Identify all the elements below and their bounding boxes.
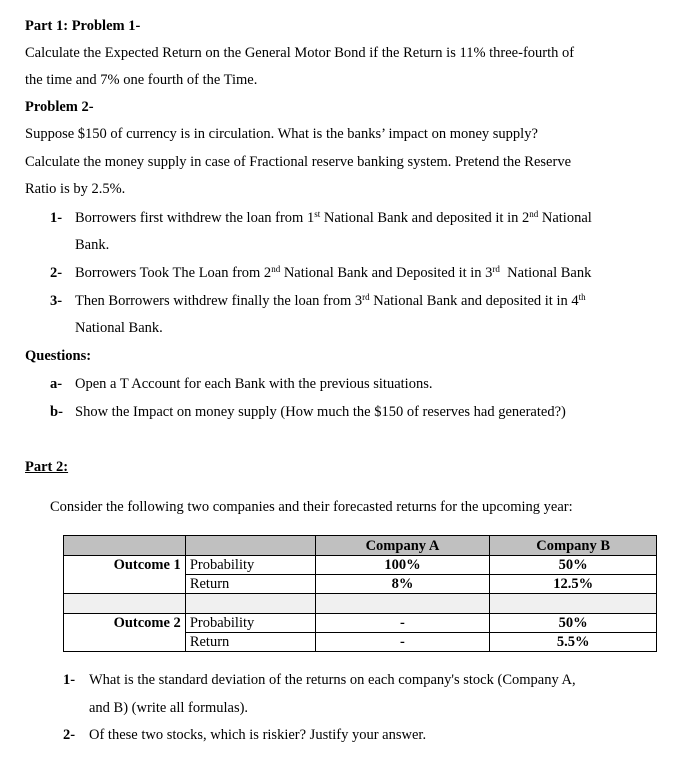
table-row <box>64 594 657 614</box>
question-text: Open a T Account for each Bank with the previous situations. <box>75 376 433 392</box>
list-item: 3- <box>50 293 63 309</box>
questions-heading: Questions: <box>25 348 92 364</box>
part2-intro: Consider the following two companies and their forecasted returns for the upcoming year: <box>50 499 573 515</box>
returns-table <box>63 535 657 652</box>
question-text: What is the standard deviation of the returns on each company's stock (Company A, <box>89 672 576 688</box>
problem2-text: Ratio is by 2.5%. <box>25 181 126 197</box>
problem2-text: Calculate the money supply in case of Fractional reserve banking system. Pretend the Reserve <box>25 154 572 170</box>
question-text: Of these two stocks, which is riskier? Justify your answer. <box>89 727 427 743</box>
problem2-text: Suppose $150 of currency is in circulation. What is the banks’ impact on money supply? <box>25 126 538 142</box>
part1-heading: Part 1: Problem 1- <box>25 18 141 34</box>
company-b-header: Company B <box>490 536 657 556</box>
company-a-header: Company A <box>315 536 490 556</box>
table-row: Return - 5.5% <box>64 633 657 652</box>
question-item: b- <box>50 404 63 420</box>
list-item-text: Bank. <box>75 237 110 253</box>
problem2-heading: Problem 2- <box>25 99 94 115</box>
list-item-text: Then Borrowers withdrew finally the loan from 3rd National Bank and deposited it in 4th <box>75 292 586 309</box>
question-text: Show the Impact on money supply (How much the $150 of reserves had generated?) <box>75 404 566 420</box>
table-row: Outcome 2 Probability - 50% <box>64 614 657 633</box>
list-item-text: Borrowers Took The Loan from 2nd National Bank and Deposited it in 3rd National Bank <box>75 264 592 281</box>
question-item: 1- <box>63 672 76 688</box>
list-item-text: Borrowers first withdrew the loan from 1st National Bank and deposited it in 2nd National <box>75 209 592 226</box>
table-row: Outcome 1 Probability 100% 50% <box>64 556 657 575</box>
problem1-text: the time and 7% one fourth of the Time. <box>25 72 258 88</box>
list-item: 2- <box>50 265 63 281</box>
list-item: 1- <box>50 210 63 226</box>
table-header-row <box>64 536 657 556</box>
list-item-text: National Bank. <box>75 320 163 336</box>
part2-heading: Part 2: <box>25 459 69 475</box>
question-text: and B) (write all formulas). <box>89 700 249 716</box>
problem1-text: Calculate the Expected Return on the General Motor Bond if the Return is 11% three-fourth of <box>25 45 575 61</box>
table-row: Return 8% 12.5% <box>64 575 657 594</box>
question-item: 2- <box>63 727 76 743</box>
question-item: a- <box>50 376 63 392</box>
